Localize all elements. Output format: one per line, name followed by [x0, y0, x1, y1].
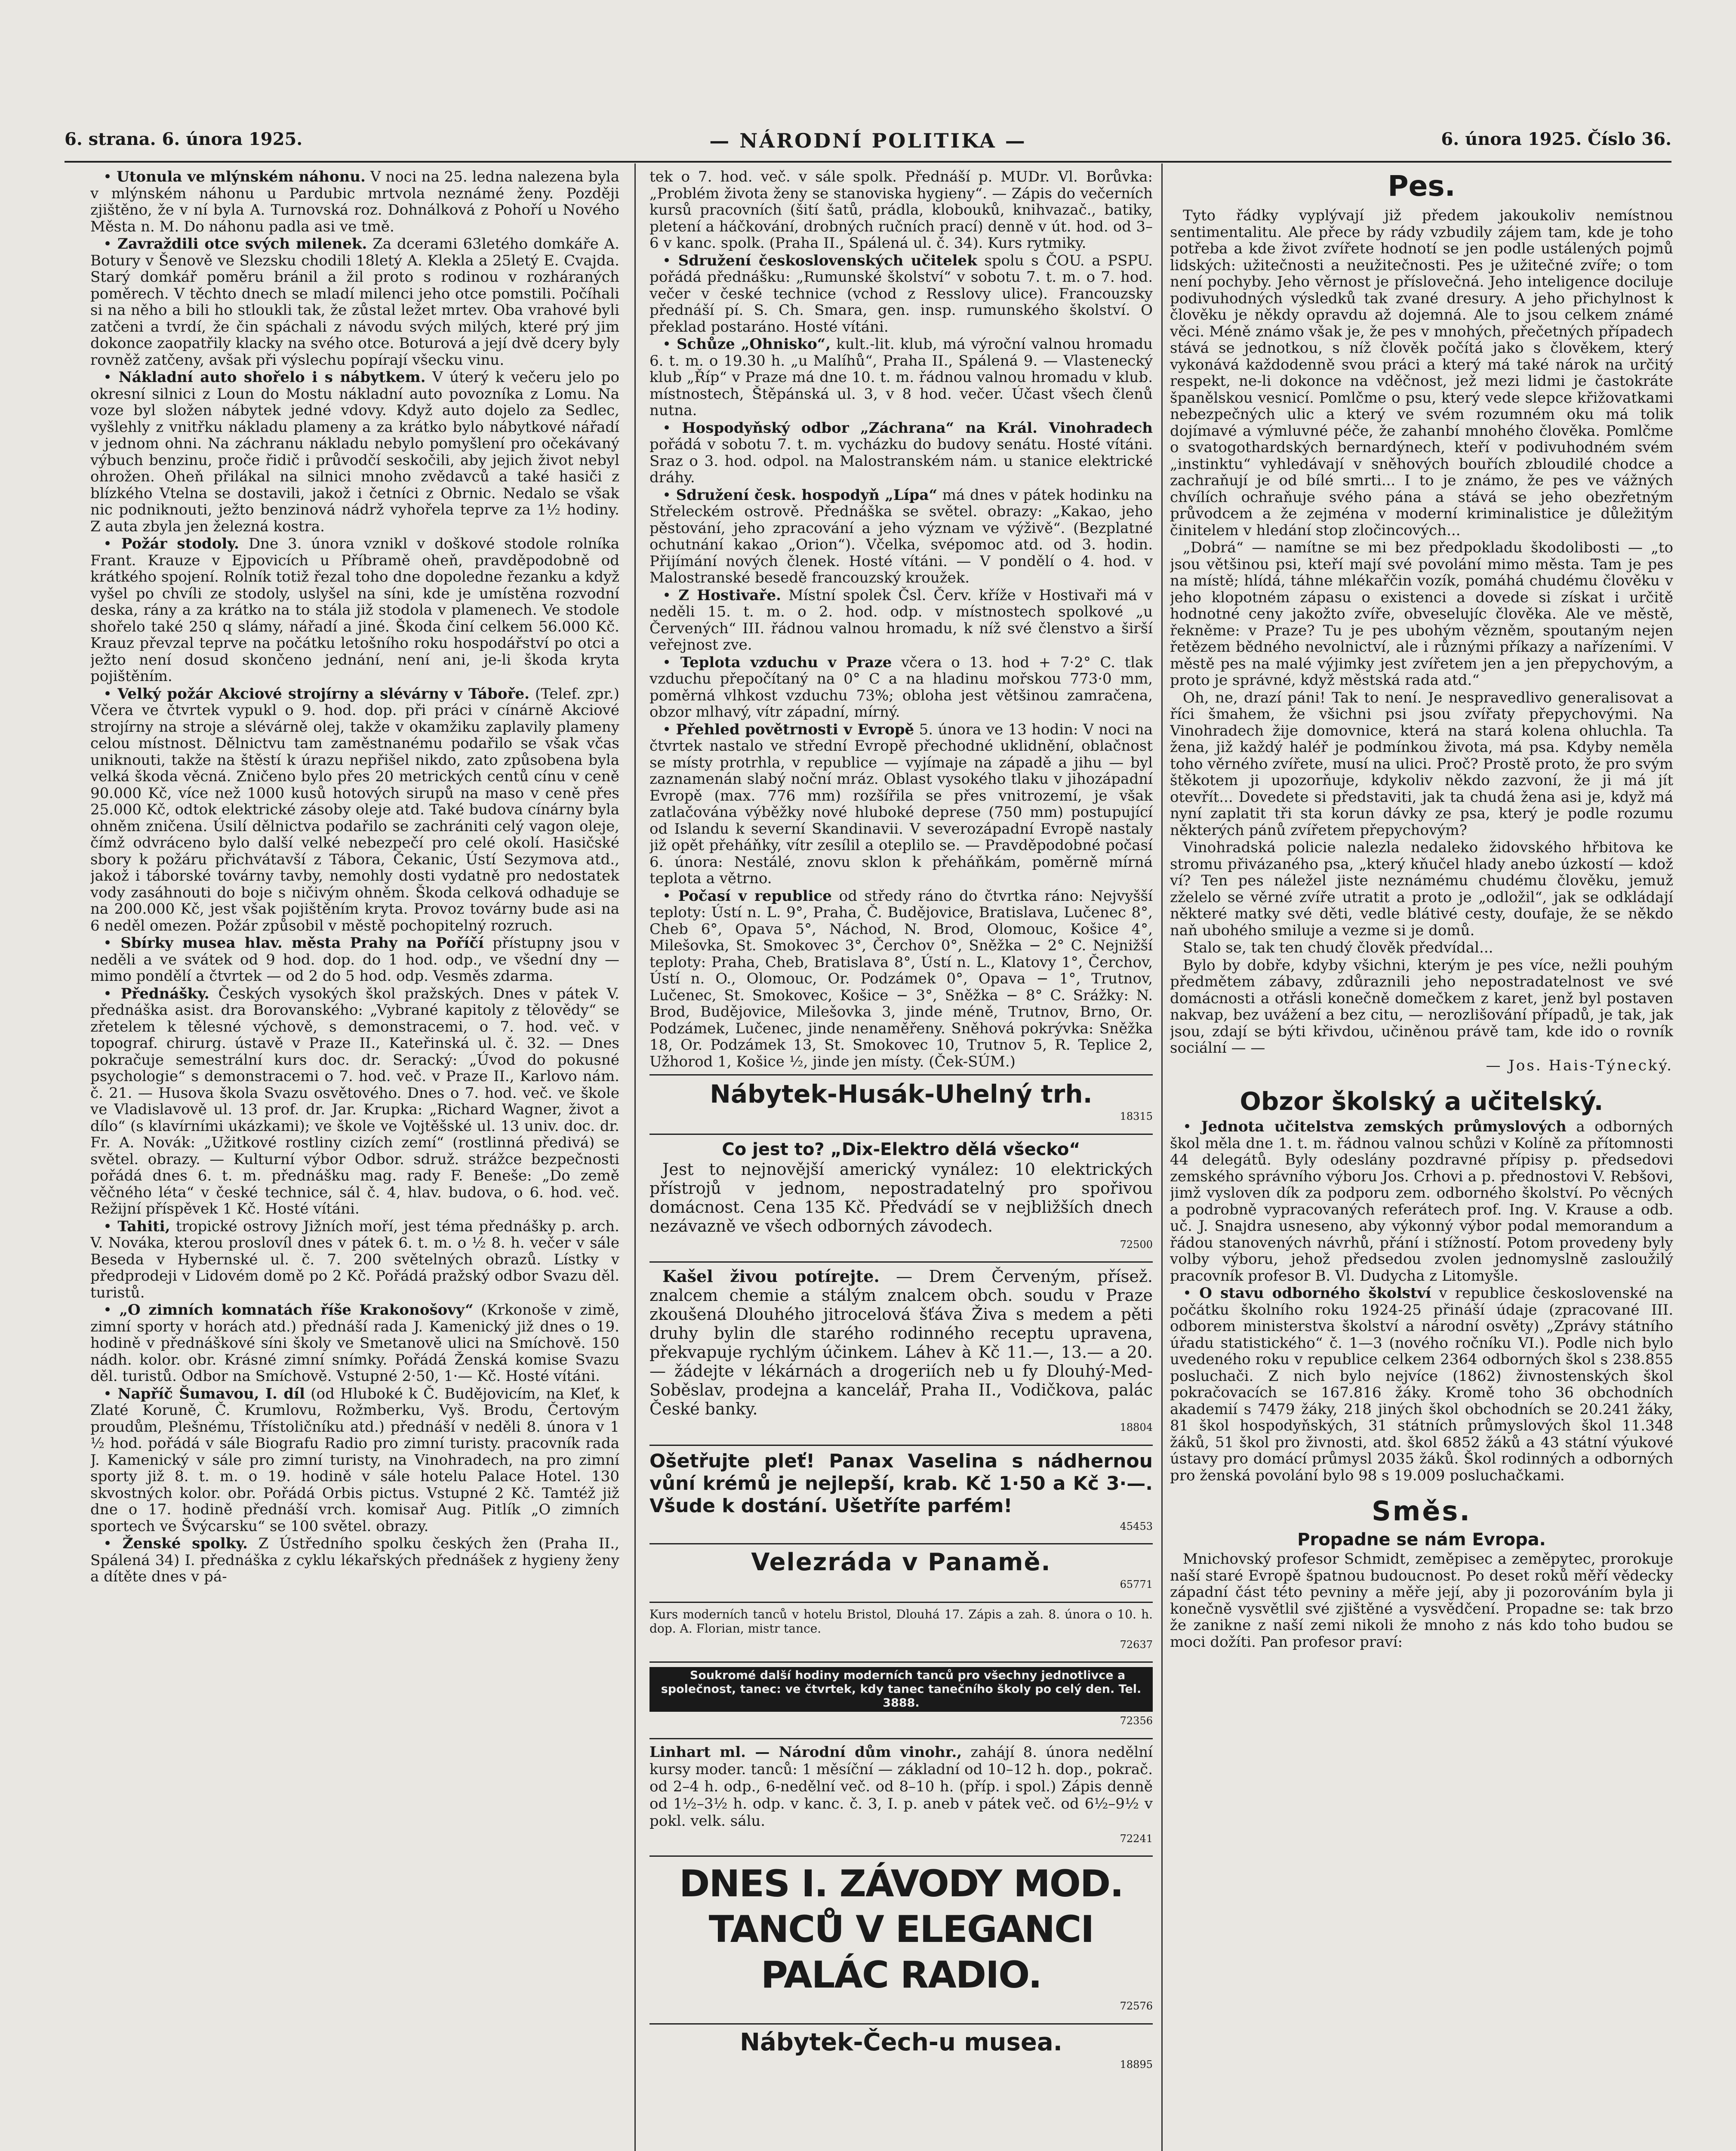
- article-title: Pes.: [1388, 169, 1456, 203]
- article-paragraph: Vinohradská policie nalezla nedaleko židovského hřbitova ke stromu přivázaného psa, „který kňučel hlady anebo úzkostí — kdož ví? Ten pes náležel jiste neznámému chudému člověku, jemuž zželelo se věrné zvíře utratit a proto je „odložil“, jak se odkládají některé matky své děti, vedle blátivé cesty, doufaje, že se někdo naň ubohého smiluje a vezme si je domů.: [1170, 839, 1673, 939]
- newspaper-title: — NÁRODNÍ POLITIKA —: [709, 129, 1027, 152]
- news-item: • Hospodyňský odbor „Záchrana“ na Král. Vinohradech pořádá v sobotu 7. t. m. vycházku do budovy senátu. Hosté vítáni. Sraz o 3. hod. odpol. na Malostranském nám. u stanice elektrické dráhy.: [649, 419, 1153, 486]
- news-item: • Jednota učitelstva zemských průmyslových a odborných škol měla dne 1. t. m. řádnou valnou schůzi v Kolíně za přítomnosti 44 delegátů. Byly odeslány pozdravné přípisy p. předsedovi zemského správního výboru Jos. Crhovi a p. přednostovi V. Rebšovi, jimž vysloven dík za podporu zem. odborného školství. Po věcných a podrobně vypracovaných referátech prof. Ing. V. Krause a odb. uč. J. Snajdra usneseno, aby výkonný výbor podal memorandum a řádou stanovených návrhů, přání i stížností. Potom provedeny byly volby výboru, jehož předsedou zvolen jednomyslně zasloužilý pracovník profesor B. Vl. Dudycha z Litomyšle.: [1170, 1118, 1673, 1285]
- section-title: Směs.: [1372, 1495, 1471, 1527]
- column-2: [649, 169, 1153, 2151]
- ad-panax: Ošetřujte pleť! Panax Vaselina s nádhernou vůní krémů je nejlepší, krab. Kč 1·50 a Kč 3·—. Všude k dostání. Ušetříte parfém! 45453: [649, 1445, 1153, 1539]
- article-paragraph: „Dobrá“ — namítne se mi bez předpokladu škodolibosti — „to jsou většinou psi, kteří mají své povolání mimo města. Tam je pes na místě; hlídá, táhne mlékařčin vozík, pomáhá chudému člověku v jeho klopotném zápasu o existenci a dovede si získat i určitě hodnotné ceny jakožto zvíře, obveselujíc člověka. Ale ve městě, řekněme: v Praze? Tu je pes ubohým vězněm, spoutaným nejen řetězem bědného nevolnictví, ale i různými příkazy a nařízeními. V městě pes na malé výjimky jest zvířetem jen a jen přepychovým, a proto je správné, když městská rada atd.“: [1170, 539, 1673, 689]
- article-subtitle: Propadne se nám Evropa.: [1297, 1530, 1546, 1550]
- news-item: • Sdružení československých učitelek spolu s ČOU. a PSPU. pořádá přednášku: „Rumunské školství“ v sobotu 7. t. m. o 7. hod. večer v české technice (vchod z Resslovy ulice). Francouzsky přednáší pí. S. Ch. Smara, gen. insp. rumunského školství. O překlad postaráno. Hosté vítáni.: [649, 252, 1153, 336]
- ad-kasel: Kašel živou potírejte. — Drem Červeným, přísež. znalcem chemie a stálým znalcem obch. soudu v Praze zkoušená Dlouhého jitrocelová šťáva Živa s medem a pěti druhy bylin dle starého rodinného receptu upravena, překvapuje rychlým účinkem. Láhev à Kč 11.—, 13.— a 20.— žádejte v lékárnách a drogeriích neb u fy Dlouhý-Med-Soběslav, prodejna a kancelář, Praha II., Vodičkova, palác České banky. 18804: [649, 1261, 1153, 1440]
- ad-kurs-bristol: Kurs moderních tanců v hotelu Bristol, Dlouhá 17. Zápis a zah. 8. února o 10. h. dop. A. Florian, mistr tance. 72637: [649, 1602, 1153, 1658]
- news-item: • Velký požár Akciové strojírny a slévárny v Táboře. (Telef. zpr.) Včera ve čtvrtek vypukl o 9. hod. dop. při práci v cínárně Akciové strojírny na stroje a slévárně olej, takže v okamžiku zaplavily plameny celou místnost. Dělnictvu tam zaměstnanému podařilo se však včas uniknouti, takže na štěstí k úrazu nepřišel nikdo, zato způsobena byla velká škoda věcná. Zničeno bylo přes 20 metrických centů cínu v ceně 90.000 Kč, více než 1000 kusů hotových sirupů na maso v ceně přes 25.000 Kč, odtok elektrické zásoby oleje atd. Také budova cínárny byla ohněm zničena. Úsilí dělnictva podařilo se zachrániti celý vagon oleje, čímž odvráceno bylo další velké nebezpečí pro celé okolí. Hasičské sbory k požáru přichvátavší z Tábora, Čekanic, Ústí Sezymova atd., jakož i táborské továrny tavby, nemohly dosti vydatně pro nedostatek vody zasáhnouti do boje s ničivým ohněm. Škoda celková odhaduje se na 200.000 Kč, jest však pojištěním kryta. Provoz továrny bude asi na 6 neděl omezen. Požár způsobil v městě pochopitelný rozruch.: [90, 685, 619, 934]
- column-1: [90, 169, 619, 2151]
- ad-dnes-zavody: DNES I. ZÁVODY MOD. TANCŮ V ELEGANCI PALÁC RADIO. 72576: [649, 1855, 1153, 2019]
- article-paragraph: Oh, ne, drazí páni! Tak to není. Je nespravedlivo generalisovat a říci šmahem, že všichni psi jsou zvířaty přepychovými. Na Vinohradech žije domovnice, která na stará kolena ohluchla. Ta žena, již každý haléř je podmínkou života, má psa. Kdyby neměla toho věrného zvířete, musí na ulici. Proč? Prostě proto, že pro svým štěkotem ji upozorňuje, kdykoliv někdo zazvoní, že ji má jít otevřít... Dovedete si představiti, jak ta chudá žena asi je, když má nyní zaplatit tři sta korun dávky ze psa, který je podle rozumu některých pánů zvířetem přepychovým?: [1170, 689, 1673, 839]
- article-paragraph: Stalo se, tak ten chudý člověk předvídal...: [1183, 939, 1493, 956]
- news-item: • Teplota vzduchu v Praze včera o 13. hod + 7·2° C. tlak vzduchu přepočítaný na 0° C a na hladinu mořskou 773·0 mm, poměrná vlhkost vzduchu 73%; obloha jest většinou zamračena, obzor mlhavý, vítr západní, mírný.: [649, 653, 1153, 721]
- ad-cech: Nábytek-Čech-u musea. 18895: [649, 2023, 1153, 2077]
- news-item: • Tahiti, tropické ostrovy Jižních moří, jest téma přednášky p. arch. V. Nováka, kterou proslovíl dnes v pátek 6. t. m. o ½ 8. h. večer v sále Beseda v Hybernské ul. č. 7. 200 světelných obrazů. Lístky v předprodeji v Lidovém domě po 2 Kč. Pořádá pražský odbor Svazu děl. turistů.: [90, 1217, 619, 1301]
- news-item: • Utonula ve mlýnském náhonu. V noci na 25. ledna nalezena byla v mlýnském náhonu u Pardubic mrtvola neznámé ženy. Později zjištěno, že v ní byla A. Turnovská roz. Dohnálková z Pohoří u Nového Města n. M. Do náhonu padla asi ve tmě.: [90, 169, 619, 235]
- column-divider: [634, 163, 636, 2151]
- article-paragraph: Tyto řádky vyplývají již předem jakoukoliv nemístnou sentimentalitu. Ale přece by rády vzbudily zájem tam, kde je toho potřeba a kde život zvířete hodnotí se jen podle ustálených pojmů lidských: užitečnosti a neužitečnosti. Pes je užitečné zvíře; o tom není pochyby. Jeho věrnost je příslovečná. Jeho inteligence dociluje podivuhodných výsledků tak zvané dresury. A jeho přichylnost k člověku je někdy opravdu až dojemná. Ale to jsou celkem známé věci. Méně známo však je, že pes v mnohých, přečetných případech stává se jednotkou, s níž člověk počítá jako s člověkem, který vykonává každodenně svou práci a který má také nárok na určitý respekt, ne-li dokonce na vděčnost, jež mezi lidmi je častokráte španělskou vesnicí. Pomlčme o psu, který vede slepce křižovatkami nebezpečných ulic a který ve svém rozumném oku má tolik dojímavé a výmluvné péče, že zahanbí mnohého člověka. Pomlčme o svatogothardských bernardýnech, kteří v podivuhodném svém „instinktu“ vyhledávají v sněhových bouřích zbloudilé chodce a zachraňují je od bílé smrti... I to je známo, že pes ve vážných chvílích ochraňuje svého pána a stává se jeho obezřetným průvodcem a že zejména v moderní kriminalistice je důležitým činitelem v hledání stop zločincových...: [1170, 207, 1673, 539]
- news-item: • Zavraždili otce svých milenek. Za dcerami 63letého domkáře A. Botury v Šenově ve Slezsku chodili 18letý A. Klekla a 25letý E. Cvajda. Starý domkář poměru bránil a žil proto s rodinou v rozháraných poměrech. V těchto dnech se mladí milenci jeho otce pomstili. Počíhali si na něho a bili ho stloukli tak, že zůstal ležet mrtev. Oba vrahové byli zatčeni a tvrdí, že čin spáchali z návodu svých milých, které prý jim dokonce zaopatřily klacky na svého otce. Boturová a její dvě dcery byly rovněž zatčeny, avšak při výslechu popírají všecku vinu.: [90, 235, 619, 369]
- news-item: • Přednášky. Českých vysokých škol pražských. Dnes v pátek V. přednáška asist. dra Borovanského: „Vybrané kapitoly z tělovědy“ se zřetelem k tělesné výchově, s demonstracemi, o 7. hod. več. v topograf. chirurg. ústavě v Praze II., Kateřinská ul. č. 32. — Dnes pokračuje semestrální kurs doc. dr. Seracký: „Úvod do pokusné psychologie“ s demonstracemi o 7. hod. več. v Praze II., Karlovo nám. č. 21. — Husova škola Svazu osvětového. Dnes o 7. hod. več. ve škole ve Vladislavově ul. 13 prof. dr. Jar. Krupka: „Richard Wagner, život a dílo“ (s klavírními ukázkami); ve škole ve Vojtěšské ul. 13 univ. doc. dr. Fr. A. Novák: „Užitkové rostliny cizích zemí“ (rostlinná předivá) se světel. obrazy. — Kulturní výbor Odbor. sdruž. strážce bezpečnosti pořádá dnes 6. t. m. přednášku mag. rady F. Beneše: „Do země věčného léta“ v české technice, sál č. 4, hlav. budova, o 6. hod. več. Režijní příspěvek 1 Kč. Hosté vítáni.: [90, 985, 619, 1217]
- ad-velezrada: Velezráda v Panamě. 65771: [649, 1543, 1153, 1597]
- news-item: • O stavu odborného školství v republice československé na počátku školního roku 1924-25 přináší údaje (zpracované III. odborem ministerstva školství a národní osvěty) „Zprávy státního úřadu statistického“ č. 1—3 (nového ročníku VI.). Podle nich bylo uvedeného roku v republice celkem 2364 odborných škol s 238.855 posluchači. Z nich bylo nejvíce (1862) živnostenských škol pokračovacích se 167.816 žáky. Kromě toho 36 obchodních akademií s 7479 žáky, 218 jiných škol obchodních se 20.241 žáky, 81 škol hospodyňských, 31 státních průmyslových škol 11.348 žáků, 51 škol pro živnosti, atd. škol 6852 žáků a 43 státní výukové ústavy pro domácí průmysl 2035 žáků. Škol rodinných a odborných pro ženská povolání bylo 98 s 19.009 posluchačkami.: [1170, 1285, 1673, 1484]
- news-item: • Sbírky musea hlav. města Prahy na Poříčí přístupny jsou v neděli a ve svátek od 9 hod. dop. do 1 hod. odp., ve všední dny — mimo pondělí a čtvrtek — od 2 do 5 hod. odp. Vesměs zdarma.: [90, 934, 619, 985]
- section-title: Obzor školský a učitelský.: [1240, 1087, 1604, 1116]
- ad-kurs-soukrome: Soukromé další hodiny moderních tanců pro všechny jednotlivce a společnost, tanec: ve čtvrtek, kdy tanec tanečního školy po celý den. Tel. 3888. 72356: [649, 1661, 1153, 1734]
- news-item: • Požár stodoly. Dne 3. února vznikl v doškové stodole rolníka Frant. Krauze v Ejpovicích u Příbramě oheň, pravděpodobně od krátkého spojení. Rolník totiž řezal toho dne dopoledne řezanku a když vyšel po chvíli ze stodoly, uslyšel na síni, kde je umístěna rozvodní deska, rány a za krátko na to stála již stodola v plamenech. Ve stodole shořelo také 250 q slámy, nářadí a jiné. Škoda činí celkem 56.000 Kč. Krauz převzal teprve na počátku letošního roku hospodářství po otci a ježto není dosud skončeno jednání, není ani, je-li škoda kryta pojištěním.: [90, 535, 619, 685]
- news-item: • Z Hostivaře. Místní spolek Čsl. Červ. kříže v Hostivaři má v neděli 15. t. m. o 2. hod. odp. v místnostech spolkové „u Červených“ III. řádnou valnou hromadu, k níž své členstvo a širší veřejnost zve.: [649, 586, 1153, 653]
- news-item: • „O zimních komnatách říše Krakonošovy“ (Krkonoše v zimě, zimní sporty v horách atd.) přednáší rada J. Kamenický již dnes o 19. hodině v přednáškové síni školy ve Smetanově ulici na Smíchově. 150 nádh. kolor. obr. Krásné zimní snímky. Pořádá Ženská komise Svazu děl. turistů. Odbor na Smíchově. Vstupné 2·50, 1·— Kč. Hosté vítáni.: [90, 1301, 619, 1385]
- news-item: • Sdružení česk. hospodyň „Lípa“ má dnes v pátek hodinku na Střeleckém ostrově. Přednáška se světel. obrazy: „Kakao, jeho pěstování, jeho zpracování a jeho význam ve výživě“. (Bezplatné ochutnání kakao „Orion“). Včelka, svépomoc atd. od 3. hodin. Přijímání nových členek. Hosté vítáni. — V pondělí o 4. hod. v Malostranské besedě francouzský kroužek.: [649, 486, 1153, 586]
- header-left: 6. strana. 6. února 1925.: [65, 129, 303, 149]
- article-paragraph: Mnichovský profesor Schmidt, zeměpisec a zeměpytec, prorokuje naší staré Evropě špatnou budoucnost. Po deset roků měří vědecky západní část této pevniny a měře její, aby ji pozorováním byla ji konečně vysvětlil své zjištěné a vysvědčení. Propadne se: tak brzo že zanikne z naší zemi nikoli že mnoho z nás kdo toho budou se moci dožíti. Pan profesor praví:: [1170, 1550, 1673, 1651]
- news-item: • Ženské spolky. Z Ústředního spolku českých žen (Praha II., Spálená 34) I. přednáška z cyklu lékařských přednášek z hygieny ženy a dítěte dnes v pá-: [90, 1535, 619, 1585]
- article-author: — Jos. Hais-Týnecký.: [1486, 1057, 1673, 1074]
- news-item: • Napříč Šumavou, I. díl (od Hluboké k Č. Budějovicím, na Kleť, k Zlaté Koruně, Č. Krumlovu, Rožmberku, Vyš. Brodu, Čertovým proudům, Plešnému, Třístoličníku atd.) přednáší v neděli 8. února v 1 ½ hod. pořádá v sále Biografu Radio pro zimní turisty. pracovník rada J. Kamenický v sále pro zimní turisty, na Vinohradech, na pro zimní sporty již 8. t. m. o 19. hodině v sále hotelu Palace Hotel. 130 skvostných kolor. obr. Pořádá Orbis pictus. Vstupné 2 Kč. Tamtéž již dne o 17. hodině přednáší vrch. komisař Aug. Pitlík „O zimních sportech ve Švýcarsku“ se 100 světel. obrazy.: [90, 1385, 619, 1535]
- ad-husak: Nábytek-Husák-Uhelný trh. 18315: [649, 1074, 1153, 1129]
- news-item: • Přehled povětrnosti v Evropě 5. února ve 13 hodin: V noci na čtvrtek nastalo ve střední Evropě přechodné uklidnění, oblačnost se místy protrhla, v republice — vyjímaje na západě a jihu — byl zaznamenán slabý noční mráz. Oblast vysokého tlaku v jihozápadní Evropě (max. 776 mm) rozšířila se přes vnitrozemí, je však zatlačována výběžky nové hluboké deprese (750 mm) postupující od Islandu k severní Skandinavii. V severozápadní Evropě nastaly již opět přeháňky, vítr zesílil a oteplilo se. — Pravděpodobné počasí 6. února: Nestálé, znovu sklon k přeháňkám, poměrně mírná teplota a větrno.: [649, 721, 1153, 887]
- ad-linhart: Linhart ml. — Národní dům vinohr., zahájí 8. února nedělní kursy moder. tanců: 1 měsíční — základní od 10–12 h. dop., pokrač. od 2–4 h. odp., 6-nedělní več. od 8–10 h. (příp. i spol.) Zápis denně od 1½–3½ h. odp. v kanc. č. 3, I. p. aneb v pátek več. od 6½–9½ v pokl. velk. sálu. 72241: [649, 1738, 1153, 1852]
- news-item: • Počasí v republice od středy ráno do čtvrtka ráno: Nejvyšší teploty: Ústí n. L. 9°, Praha, Č. Budějovice, Bratislava, Lučenec 8°, Cheb 6°, Opava 5°, Náchod, N. Brod, Olomouc, Košice 4°, Milešovka, St. Smokovec 3°, Čerchov 0°, Sněžka − 2° C. Nejnižší teploty: Praha, Cheb, Bratislava 8°, Ústí n. L., Klatovy 1°, Čerchov, Ústí n. O., Olomouc, Or. Podzámek 0°, Opava − 1°, Trutnov, Lučenec, St. Smokovec, Košice − 3°, Sněžka − 8° C. Srážky: N. Brod, Budějovice, Milešovka 3, jinde méně, Trutnov, Brno, Or. Podzámek, Lučenec, jinde nenaměřeny. Sněhová pokrývka: Sněžka 18, Or. Podzámek 13, St. Smokovec 10, Trutnov 5, R. Teplice 2, Užhorod 1, Košice ½, jinde jen místy. (Ček-SÚM.): [649, 887, 1153, 1070]
- article-paragraph: Bylo by dobře, kdyby všichni, kterým je pes více, nežli pouhým předmětem zábavy, zdůraznili jeho nepostradatelnost ve své domácnosti a otřásli konečně domečkem z karet, jenž byl postaven nakvap, bez uvážení a bez citu, — nerozlišování případů, je tak, jak jsou, zdají se býti křivdou, učiněnou právě tam, kde ido o rovník sociální — —: [1170, 956, 1673, 1057]
- column-3: [1170, 169, 1673, 2151]
- ad-dix-elektro: Co jest to? „Dix-Elektro dělá všecko“ Jest to nejnovější americký vynález: 10 elektrických přístrojů v jednom, nepostradatelný pro spořivou domácnost. Cena 135 Kč. Předvádí se v nejbližších dnech nezávazně ve všech odborných závodech. 72500: [649, 1134, 1153, 1257]
- header-rule: [65, 161, 1671, 163]
- header-right: 6. února 1925. Číslo 36.: [1441, 129, 1671, 149]
- page-header: [65, 129, 1671, 163]
- news-item: • Schůze „Ohnisko“, kult.-lit. klub, má výroční valnou hromadu 6. t. m. o 19.30 h. „u Malíhů“, Praha II., Spálená 9. — Vlastenecký klub „Říp“ v Praze má dne 10. t. m. řádnou valnou hromadu v klub. místnostech, Štěpánská ul. 3, v 8 hod. večer. Účast všech členů nutna.: [649, 336, 1153, 419]
- news-item: • Nákladní auto shořelo i s nábytkem. V úterý k večeru jelo po okresní silnici z Loun do Mostu nákladní auto povozníka z Lomu. Na voze byl složen nábytek jedné vdovy. Když auto dojelo za Sedlec, vyšlehly z vnitřku nákladu plameny a za krátko bylo nábytkové nářadí v jednom ohni. Na záchranu nákladu nebylo pomyšlení pro očekávaný výbuch benzinu, proče řidič i průvodčí seskočili, aby jejich život nebyl ohrožen. Oheň přilákal na silnici mnoho zvědavců a také hasiči z blízkého Vtelna se dostavili, jakož i četníci z Obrnic. Nedalo se však nic podniknouti, ježto benzinová nádrž vyhořela teprve za 1½ hodiny. Z auta zbyla jen železná kostra.: [90, 369, 619, 535]
- news-item: tek o 7. hod. več. v sále spolk. Přednáší p. MUDr. Vl. Borůvka: „Problém života ženy se stanoviska hygieny“. — Zápis do večerních kursů pracovních (šití šatů, prádla, klobouků, knihvazač., batiky, pletení a háčkování, drobných ručních prací) denně v út. hod. od 3–6 v kanc. spolk. (Praha II., Spálená ul. č. 34). Kurs rytmiky.: [649, 169, 1153, 252]
- column-divider: [1161, 163, 1163, 2151]
